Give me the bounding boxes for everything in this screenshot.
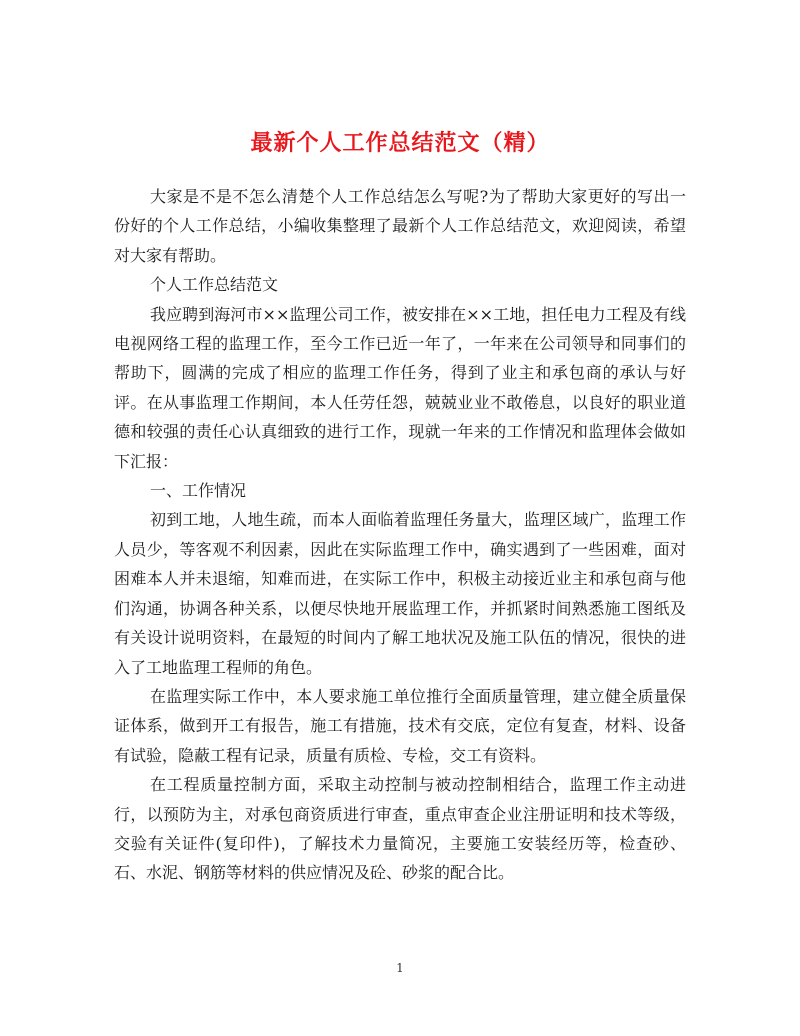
body-paragraph: 在监理实际工作中，本人要求施工单位推行全面质量管理，建立健全质量保证体系，做到开工有报告，施工有措施，技术有交底，定位有复查，材料、设备有试验，隐蔽工程有记录，质量有质检、专检，交工有资料。	[114, 686, 686, 765]
body-paragraph: 初到工地，人地生疏，而本人面临着监理任务量大，监理区域广，监理工作人员少，等客观不利因素，因此在实际监理工作中，确实遇到了一些困难，面对困难本人并未退缩，知难而进，在实际工作中，积极主动接近业主和承包商与他们沟通，协调各种关系，以便尽快地开展监理工作，并抓紧时间熟悉施工图纸及有关设计说明资料，在最短的时间内了解工地状况及施工队伍的情况，很快的进入了工地监理工程师的角色。	[114, 510, 686, 677]
document-title: 最新个人工作总结范文（精）	[250, 129, 550, 156]
section-heading-sample: 个人工作总结范文	[150, 275, 279, 295]
body-paragraph: 我应聘到海河市××监理公司工作，被安排在××工地，担任电力工程及有线电视网络工程的监理工作，至今工作已近一年了，一年来在公司领导和同事们的帮助下，圆满的完成了相应的监理工作任务，得到了业主和承包商的承认与好评。在从事监理工作期间，本人任劳任怨，兢兢业业不敢倦息，以良好的职业道德和较强的责任心认真细致的进行工作，现就一年来的工作情况和监理体会做如下汇报：	[114, 304, 686, 471]
intro-paragraph: 大家是不是不怎么清楚个人工作总结怎么写呢?为了帮助大家更好的写出一份好的个人工作总结，小编收集整理了最新个人工作总结范文，欢迎阅读，希望对大家有帮助。	[114, 187, 686, 265]
body-paragraph: 在工程质量控制方面，采取主动控制与被动控制相结合，监理工作主动进行，以预防为主，对承包商资质进行审查，重点审查企业注册证明和技术等级，交验有关证件(复印件)，了解技术力量简况，主要施工安装经历等，检查砂、石、水泥、钢筋等材料的供应情况及砼、砂浆的配合比。	[114, 775, 686, 883]
document-body	[114, 182, 686, 888]
page-number: 1	[396, 961, 404, 975]
section-heading-work-situation: 一、工作情况	[150, 481, 247, 501]
